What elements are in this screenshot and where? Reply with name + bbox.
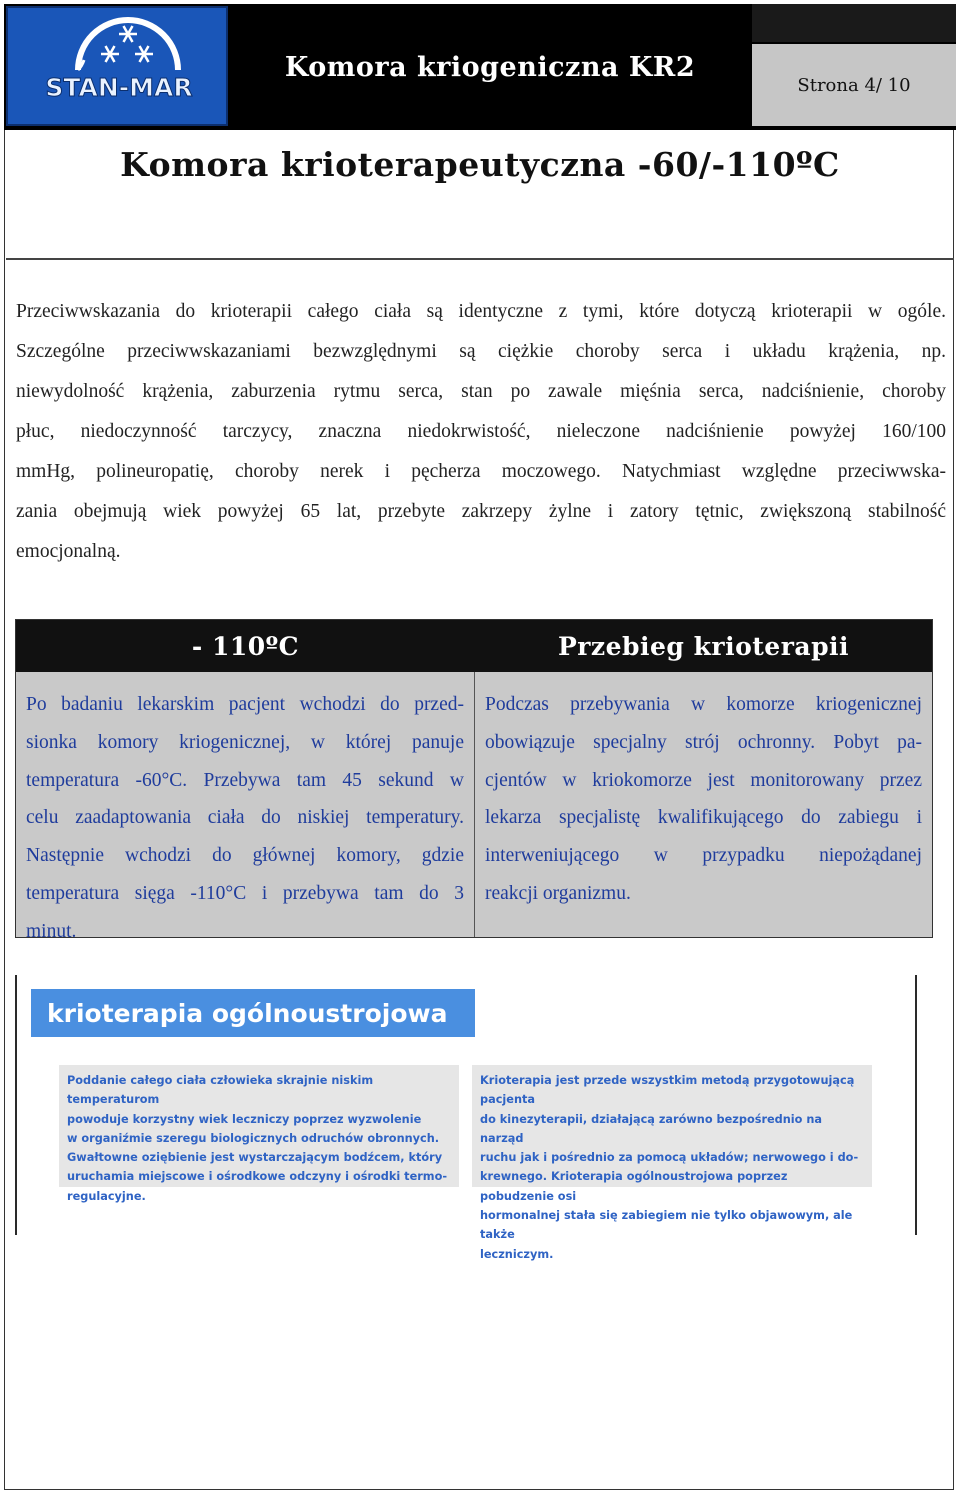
panel-line: leczniczym.: [480, 1247, 554, 1261]
panel-line: krewnego. Krioterapia ogólnoustrojowa poprzez pobudzenie osi: [480, 1170, 788, 1203]
cell-line: Po badaniu lekarskim pacjent wchodzi do przed-: [26, 694, 464, 715]
cryotherapy-image-panel: [15, 975, 917, 1261]
panel-line: Poddanie całego ciała człowieka skrajnie niskim temperaturom: [67, 1074, 374, 1107]
cell-line: reakcji organizmu.: [485, 882, 631, 904]
svg-text:STAN-MAR: STAN-MAR: [45, 73, 193, 102]
panel-line: uruchamia miejscowe i ośrodkowe odczyny i ośrodki termo-: [67, 1170, 448, 1184]
table-header-procedure: Przebieg krioterapii: [557, 631, 850, 661]
cell-line: Podczas przebywania w komorze kriogenicznej: [485, 694, 922, 715]
main-title: Komora krioterapeutyczna -60/-110ºC: [120, 145, 840, 184]
title-divider: [6, 258, 954, 260]
panel-banner: krioterapia ogólnoustrojowa: [31, 989, 475, 1037]
panel-line: hormonalnej stała się zabiegiem nie tylko objawowym, ale także: [480, 1209, 853, 1242]
cell-line: minut.: [26, 920, 77, 942]
cell-line: celu zaadaptowania ciała do niskiej temperatury.: [26, 807, 464, 829]
contraindications-paragraph: [16, 292, 946, 572]
cell-line: sionka komory kriogenicznej, w której panuje: [26, 731, 464, 753]
cell-line: Następnie wchodzi do głównej komory, gdzie: [26, 845, 464, 867]
cell-line: lekarza specjalistę kwalifikującego do zabiegu i: [485, 807, 922, 829]
table-cell-temperature: [16, 672, 474, 942]
snowflake-logo-icon: [8, 8, 228, 126]
panel-line: Krioterapia jest przede wszystkim metodą przygotowującą pacjenta: [480, 1074, 855, 1107]
page-box-top: [752, 4, 956, 42]
cell-line: cjentów w kriokomorze jest monitorowany przez: [485, 769, 922, 791]
paragraph-line: Szczególne przeciwwskazaniami bezwzględnymi są ciężkie choroby serca i układu krążenia, np.: [16, 341, 946, 362]
panel-text-right: [472, 1065, 872, 1261]
document-header-title: Komora kriogeniczna KR2: [284, 51, 696, 83]
panel-line: powoduje korzystny wiek leczniczy poprzez wyzwolenie: [67, 1112, 422, 1126]
info-table: [15, 619, 933, 942]
cell-line: obowiązuje specjalny strój ochronny. Pobyt pa-: [485, 731, 922, 753]
company-logo: [6, 6, 228, 126]
cell-line: temperatura -60°C. Przebywa tam 45 sekund w: [26, 769, 464, 791]
cell-line: temperatura sięga -110°C i przebywa tam do 3: [26, 882, 464, 904]
panel-line: Gwałtowne oziębienie jest wystarczającym bodźcem, który: [67, 1151, 443, 1165]
panel-line: ruchu jak i pośrednio za pomocą układów; nerwowego i do-: [480, 1151, 859, 1165]
table-cell-procedure: [475, 672, 932, 937]
table-header-temperature: - 110ºC: [191, 631, 300, 661]
panel-line: w organiźmie szeregu biologicznych odruchów obronnych.: [67, 1131, 440, 1145]
paragraph-line: niewydolność krążenia, zaburzenia rytmu serca, stan po zawale mięśnia serca, nadciśnienie, choroby: [16, 381, 946, 402]
paragraph-line: Przeciwwskazania do krioterapii całego ciała są identyczne z tymi, które dotyczą krioterapii w ogóle.: [16, 301, 946, 322]
panel-line: regulacyjne.: [67, 1189, 146, 1203]
paragraph-line: emocjonalną.: [16, 541, 121, 562]
page-number: Strona 4/ 10: [752, 44, 956, 126]
paragraph-line: zania obejmują wiek powyżej 65 lat, przebyte zakrzepy żylne i zatory tętnic, zwiększoną stabilność: [16, 501, 946, 522]
paragraph-line: płuc, niedoczynność tarczycy, znaczna niedokrwistość, nieleczone nadciśnienie powyżej 160/100: [16, 421, 946, 442]
panel-line: do kinezyterapii, działającą zarówno bezpośrednio na narząd: [480, 1112, 823, 1145]
cell-line: interweniującego w przypadku niepożądanej: [485, 845, 922, 867]
panel-text-left: [59, 1065, 459, 1203]
paragraph-line: mmHg, polineuropatię, choroby nerek i pęcherza moczowego. Natychmiast względne przeciwwska-: [16, 461, 946, 482]
